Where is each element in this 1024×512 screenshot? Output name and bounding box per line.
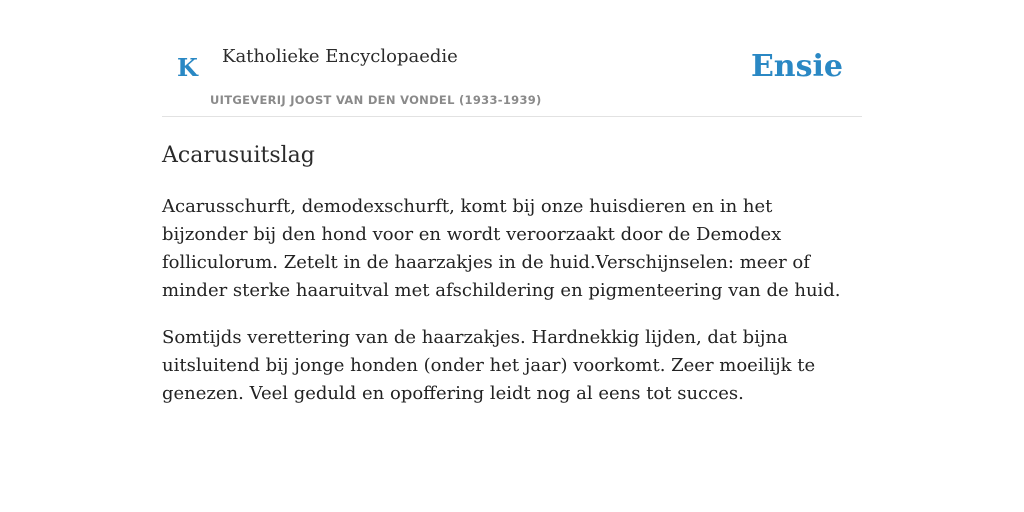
header <box>162 0 862 117</box>
publication-title[interactable]: Katholieke Encyclopaedie <box>222 46 458 67</box>
article-body <box>162 193 862 408</box>
encyclopedia-logo[interactable]: K <box>177 53 198 82</box>
ensie-brand-link[interactable]: Ensie <box>750 49 843 84</box>
page-container <box>162 0 862 408</box>
publisher-subtitle: UITGEVERIJ JOOST VAN DEN VONDEL (1933-1939) <box>210 93 542 107</box>
article-paragraph: Somtijds verettering van de haarzakjes. Hardnekkig lijden, dat bijna uitsluitend bij jonge honden (onder het jaar) voorkomt. Zeer moeilijk te genezen. Veel geduld en opoffering leidt nog al eens tot succes. <box>162 327 816 404</box>
article-title: Acarusuitslag <box>162 143 315 168</box>
article-paragraph: Acarusschurft, demodexschurft, komt bij onze huisdieren en in het bijzonder bij den hond voor en wordt veroorzaakt door de Demodex folliculorum. Zetelt in de haarzakjes in de huid.Verschijnselen: meer of minder sterke haaruitval met afschildering en pigmenteering van de huid. <box>162 196 841 301</box>
